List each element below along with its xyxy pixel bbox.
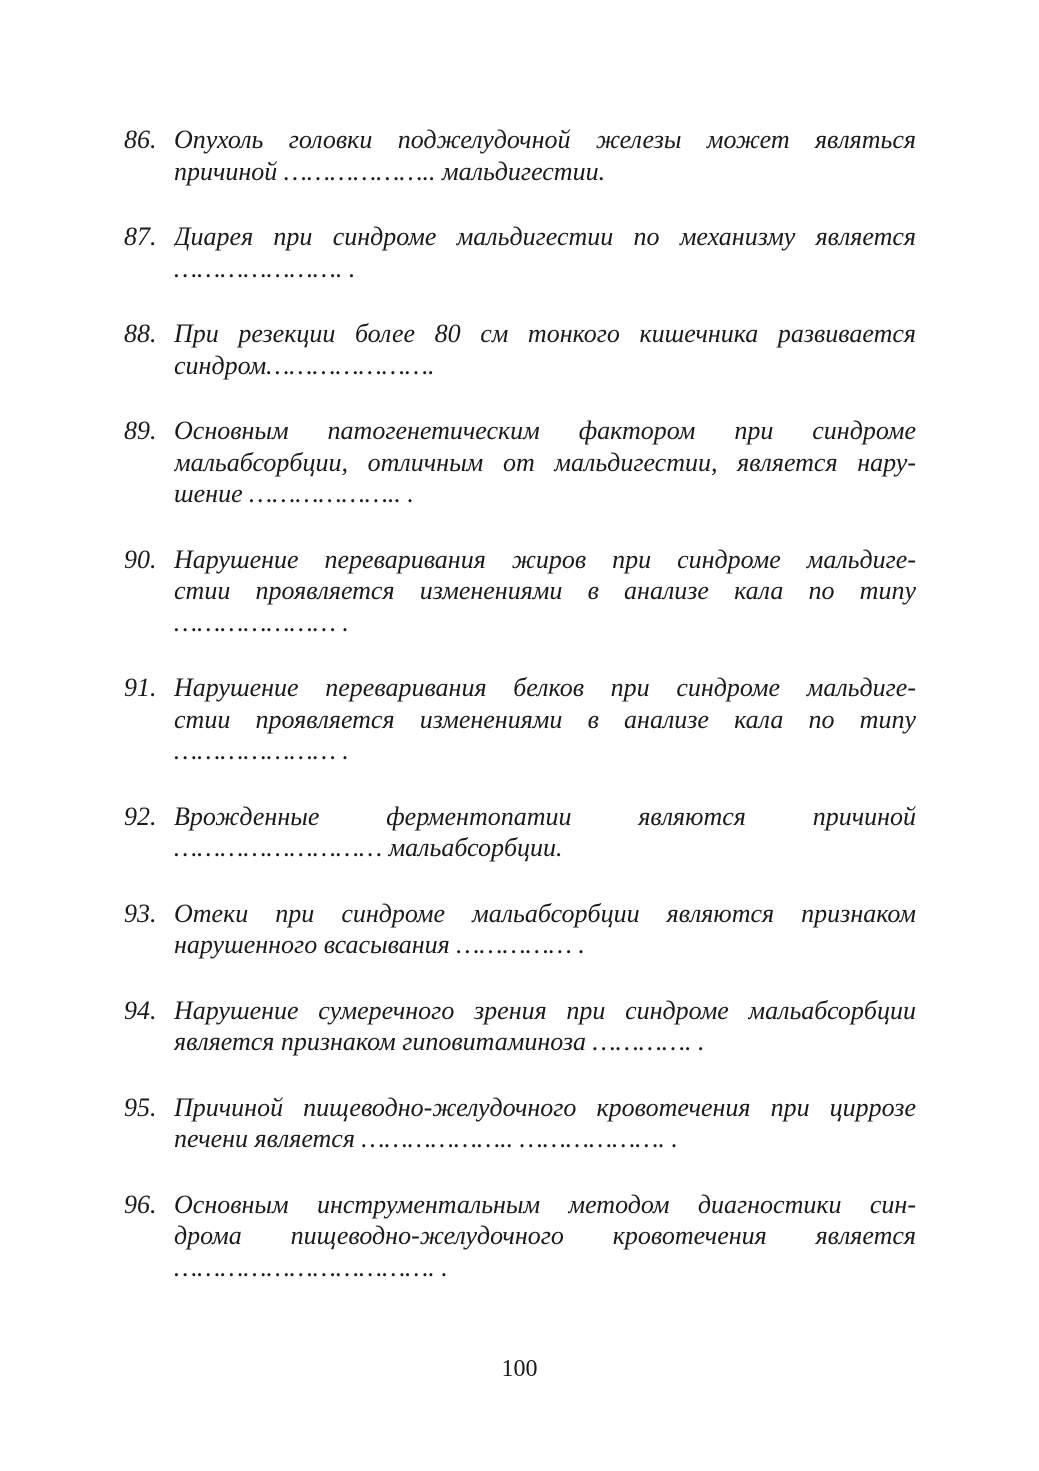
question-text-line: Врожденные ферментопатии являются причиной <box>174 801 916 831</box>
question-item <box>124 544 916 639</box>
question-text-line: Нарушение переваривания жиров при синдроме мальдиге- <box>174 544 916 574</box>
question-item <box>124 801 916 864</box>
question-list <box>124 124 916 1317</box>
question-text-line: ……………………………. . <box>174 1252 448 1282</box>
question-number: 86. <box>124 125 157 154</box>
question-text-line: стии проявляется изменениями в анализе кала по типу <box>174 576 916 605</box>
question-text-line: Нарушение сумеречного зрения при синдроме мальабсорбции <box>174 995 916 1025</box>
question-item <box>124 1092 916 1155</box>
question-text-line: печени является ……………….. ………………. . <box>174 1124 678 1153</box>
question-item <box>124 221 916 284</box>
question-text-line: ………………… . <box>174 736 349 765</box>
question-number: 89. <box>124 416 157 445</box>
question-number: 92. <box>124 801 157 831</box>
question-text-line: При резекции более 80 см тонкого кишечника развивается <box>174 319 916 348</box>
question-text-line: причиной ……………….. мальдигестии. <box>174 156 606 186</box>
question-item <box>124 672 916 767</box>
question-text-line: нарушенного всасывания …………… . <box>174 930 585 959</box>
question-text-line: Причиной пищеводно-желудочного кровотечения при циррозе <box>174 1092 916 1122</box>
question-text-line: мальабсорбции, отличным от мальдигестии, является нару- <box>174 447 916 477</box>
question-item <box>124 415 916 510</box>
question-number: 90. <box>124 544 157 574</box>
question-number: 87. <box>124 222 157 251</box>
question-item <box>124 318 916 381</box>
question-text-line: ………………… . <box>174 607 349 637</box>
question-text-line: ……………………… мальабсорбции. <box>174 833 563 862</box>
question-number: 95. <box>124 1092 157 1122</box>
question-text-line: Нарушение переваривания белков при синдроме мальдиге- <box>174 673 916 702</box>
question-item <box>124 124 916 187</box>
question-item <box>124 1189 916 1284</box>
question-text-line: Основным инструментальным методом диагностики син- <box>174 1189 916 1219</box>
question-number: 96. <box>124 1189 157 1219</box>
question-text-line: …………………. . <box>174 253 356 283</box>
question-text-line: Опухоль головки поджелудочной железы может являться <box>174 125 916 154</box>
question-text-line: дрома пищеводно-желудочного кровотечения является <box>174 1221 916 1250</box>
question-number: 91. <box>124 673 157 702</box>
question-item <box>124 995 916 1058</box>
question-text-line: Отеки при синдроме мальабсорбции являются признаком <box>174 898 916 928</box>
question-text-line: шение ……………….. . <box>174 479 414 508</box>
question-text-line: является признаком гиповитаминоза …………. . <box>174 1027 705 1056</box>
page-number: 100 <box>501 1356 538 1382</box>
question-text-line: Основным патогенетическим фактором при синдроме <box>174 416 916 445</box>
question-number: 93. <box>124 898 157 928</box>
question-number: 94. <box>124 995 157 1025</box>
question-text-line: синдром…………………. <box>174 350 435 380</box>
question-text-line: стии проявляется изменениями в анализе кала по типу <box>174 704 916 734</box>
question-text-line: Диарея при синдроме мальдигестии по механизму является <box>174 222 916 251</box>
question-number: 88. <box>124 319 157 348</box>
question-item <box>124 898 916 961</box>
